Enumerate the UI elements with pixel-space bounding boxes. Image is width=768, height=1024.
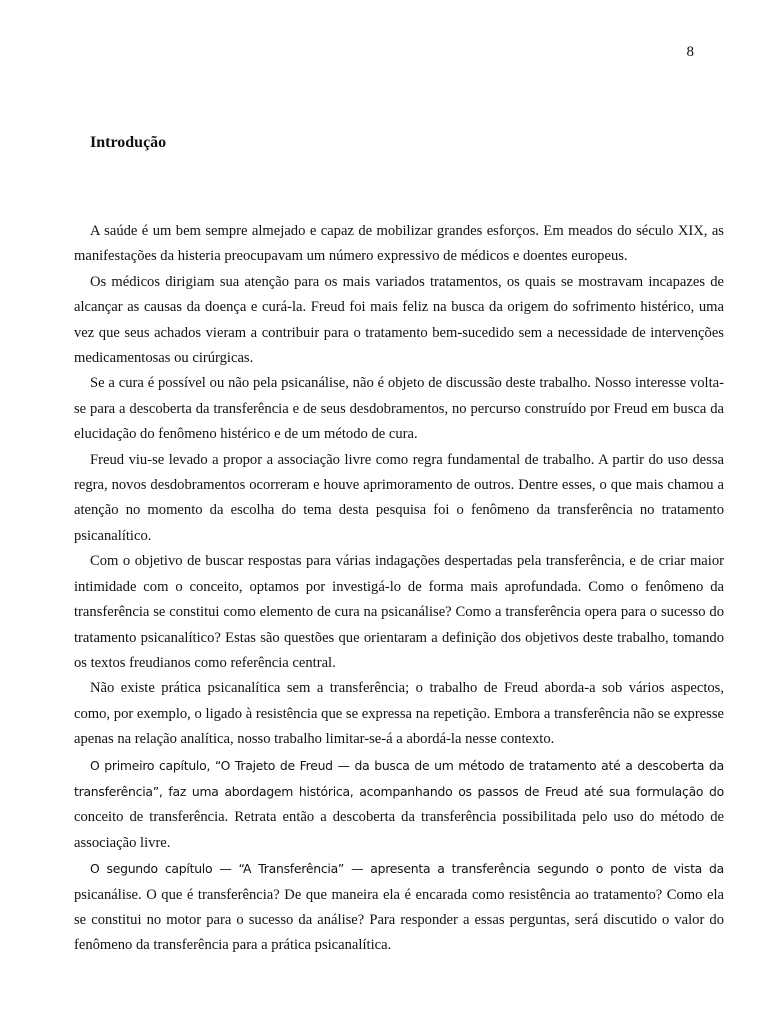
paragraph-7-lead: O primeiro capítulo, “O Trajeto de Freud — da busca de um método de tratamento até a descoberta da transferência”, faz uma abordagem histórica, acompanhando os passos de Freud até sua formulação do: [74, 757, 724, 799]
body-text: [74, 219, 724, 959]
paragraph-8-lead: O segundo capítulo — “A Transferência” — apresenta a transferência segundo o ponto de vista da: [90, 861, 724, 877]
section-heading: Introdução: [90, 134, 167, 151]
paragraph-1: A saúde é um bem sempre almejado e capaz de mobilizar grandes esforços. Em meados do século XIX, as manifestações da histeria preocupavam um número expressivo de médicos e doentes europeus.: [74, 223, 724, 265]
page-number: 8: [686, 44, 694, 60]
paragraph-8-rest: psicanálise. O que é transferência? De que maneira ela é encarada como resistência ao tratamento? Como ela se constitui no motor para o sucesso da análise? Para responder a essas perguntas, será discutido o valor do fenômeno da transferência para a prática psicanalítica.: [74, 886, 724, 954]
paragraph-2: Os médicos dirigiam sua atenção para os mais variados tratamentos, os quais se mostravam incapazes de alcançar as causas da doença e curá-la. Freud foi mais feliz na busca da origem do sofrimento histérico, uma vez que seus achados vieram a contribuir para o tratamento bem-sucedido sem a necessidade de intervenções medicamentosas ou cirúrgicas.: [74, 273, 724, 367]
paragraph-6: Não existe prática psicanalítica sem a transferência; o trabalho de Freud aborda-a sob vários aspectos, como, por exemplo, o ligado à resistência que se expressa na repetição. Embora a transferência não se expresse apenas na relação analítica, nosso trabalho limitar-se-á a abordá-la nesse contexto.: [74, 680, 724, 748]
paragraph-7: [74, 753, 724, 857]
paragraph-5: Com o objetivo de buscar respostas para várias indagações despertadas pela transferência, e de criar maior intimidade com o conceito, optamos por investigá-lo de forma mais aprofundada. Como o fenômeno da transferência se constitui como elemento de cura na psicanálise? Como a transferência opera para o sucesso do tratamento psicanalítico? Estas são questões que orientaram a definição dos objetivos deste trabalho, tomando os textos freudianos como referência central.: [74, 553, 724, 671]
paragraph-4: Freud viu-se levado a propor a associação livre como regra fundamental de trabalho. A partir do uso dessa regra, novos desdobramentos ocorreram e houve aprimoramento de outros. Dentre esses, o que mais chamou a atenção no momento da escolha do tema desta pesquisa foi o fenômeno da transferência no tratamento psicanalítico.: [74, 451, 724, 544]
paragraph-3: Se a cura é possível ou não pela psicanálise, não é objeto de discussão deste trabalho. Nosso interesse volta-se para a descoberta da transferência e de seus desdobramentos, no percurso construído por Freud em busca da elucidação do fenômeno histérico e de um método de cura.: [74, 375, 724, 443]
paragraph-7-rest: conceito de transferência. Retrata então a descoberta da transferência possibilitada pelo uso do método de associação livre.: [74, 809, 724, 851]
paragraph-8: [74, 856, 724, 959]
